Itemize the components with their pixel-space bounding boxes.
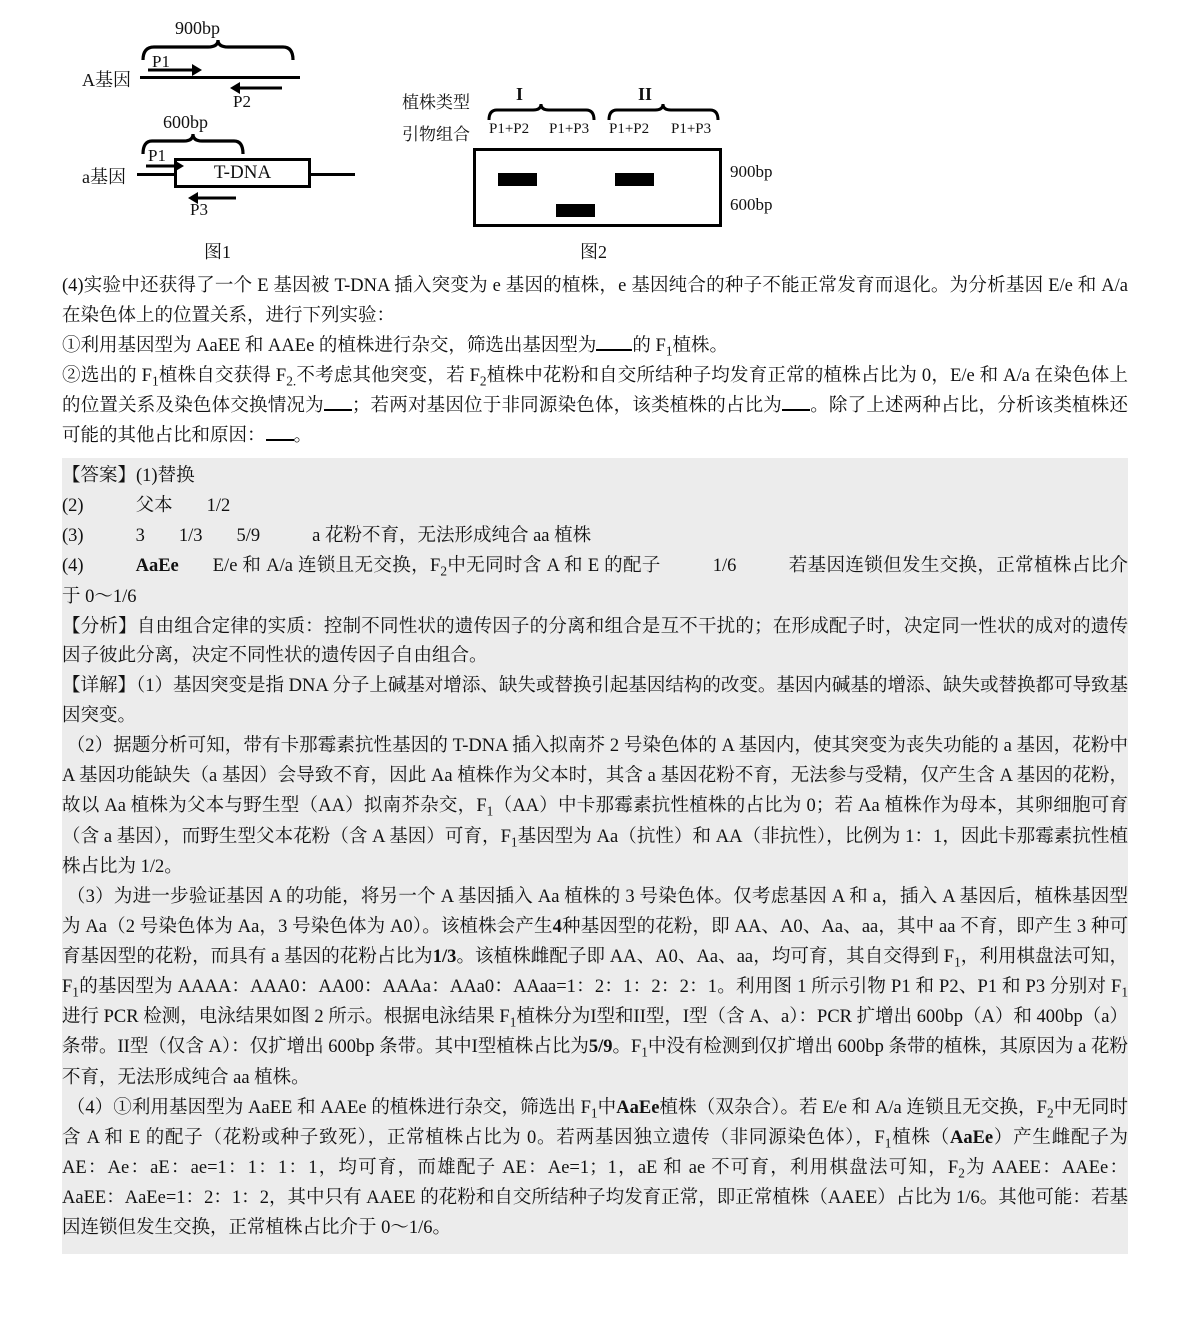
answer-3-num: (3): [62, 526, 84, 547]
explanation-p3-m5: 进行 PCR 检测，电泳结果如图 2 所示。根据电泳结果 F: [62, 1007, 510, 1028]
explanation-p2-mid: （AA）中卡那霉素抗性植株的占比为 0；若 Aa 植株作为母本，其卵细胞可育（含 a 基因），而野生型父本花粉（含 A 基因）可育，F: [62, 796, 1128, 847]
explanation-p3-bold-2: 1/3: [432, 946, 457, 967]
analysis-text: 自由组合定律的实质：控制不同性状的遗传因子的分离和组合是互不干扰的；在形成配子时，决定同一性状的成对的遗传因子彼此分离，决定不同性状的遗传因子自由组合。: [62, 616, 1128, 667]
question-sub1-after-pre: 的 F: [632, 335, 666, 356]
explanation-p3-pre: （3）为进一步验证基因 A 的功能，将另一个 A 基因插入 Aa 植株的 3 号染色体。仅考虑基因 A 和 a，插入 A 基因后，植株基因型为 Aa（2 号染色体为 Aa，3 号染色体为 A0）。该植株会产生: [62, 886, 1128, 937]
question-text-block: [0, 272, 1190, 452]
answer-4-value-4: 若基因连锁但发生交换，正常植株占比介于 0～1/6: [62, 556, 1128, 607]
q-s2-post: 不考虑其他突变，若 F: [296, 366, 480, 387]
question-line-1: (4)实验中还获得了一个 E 基因被 T-DNA 插入突变为 e 基因的植株，e 基因纯合的种子不能正常发育而退化。为分析基因 E/e 和 A/a 在染色体上的位置关系，进行下列实验：: [62, 276, 1128, 326]
fig2-brace-group-II: [606, 104, 726, 122]
fig2-plant-type-II: II: [638, 84, 653, 104]
answer-line-2: [62, 492, 1128, 522]
answer-2-num: (2): [62, 496, 84, 517]
fig1-primer-P1-lower-label: P1: [148, 146, 166, 165]
question-sub1-after: 植株。: [672, 335, 729, 356]
question-blank-3[interactable]: [782, 409, 810, 411]
q-s2-d: 除了上述两种占比，分析该类植株还可能的其他占比和原因：: [62, 396, 1128, 447]
fig1-gene-A-label: A基因: [82, 70, 131, 90]
q-s2-pre: ②选出的 F: [62, 366, 152, 387]
fig2-row-label-primer-combo: 引物组合: [402, 125, 470, 144]
fig2-band-I-900bp: [498, 173, 537, 186]
answer-4-value-2-pre: E/e 和 A/a 连锁且无交换，F: [212, 556, 441, 577]
explanation-p4-sub4: 2: [958, 1165, 965, 1181]
explanation-p3-sub4: 1: [509, 1014, 517, 1030]
fig2-plant-type-I: I: [516, 84, 524, 104]
fig1-gene-a-label: a基因: [82, 167, 126, 187]
fig1-primer-P2-label: P2: [233, 92, 251, 111]
explanation-p2-pre: （2）据题分析可知，带有卡那霉素抗性基因的 T-DNA 插入拟南芥 2 号染色体的 A 基因内，使其突变为丧失功能的 a 基因，花粉中 A 基因功能缺失（a 基因）会导致不育，因此 Aa 植株作为父本时，其含 a 基因花粉不育，无法参与受精，仅产生含 A 基因的花粉，故以 Aa 植株为父本与野生型（AA）拟南芥杂交，F: [62, 736, 1128, 817]
explanation-paragraph-3: [62, 883, 1128, 1094]
question-blank-2[interactable]: [324, 409, 352, 411]
q-s2-sub1: 1: [151, 373, 159, 389]
explanation-p3-m3: ，利用棋盘法可知，F: [62, 946, 1128, 997]
explanation-paragraph-2: [62, 732, 1128, 882]
fig1-primer-P1-upper-label: P1: [152, 52, 170, 71]
answer-header: 【答案】: [62, 466, 137, 487]
answer-3-value-2: 1/3: [178, 526, 203, 547]
answer-4-value-1: AaEe: [135, 556, 179, 577]
answer-line-1: [62, 462, 1128, 492]
figure-1: [0, 0, 400, 272]
question-blank-4[interactable]: [266, 439, 294, 441]
explanation-paragraph-1: [62, 672, 1128, 732]
question-sub-2: [62, 362, 1128, 452]
figures-area: [0, 0, 1190, 272]
explanation-p4-m2: 植株（双杂合）。若 E/e 和 A/a 连锁且无交换，F: [659, 1097, 1047, 1118]
explanation-p3-sub2: 1: [72, 984, 79, 1000]
answer-1-num: (1): [136, 466, 158, 487]
fig2-brace-group-I: [486, 104, 602, 122]
explanation-p3-m1: 种基因型的花粉，即 AA、A0、Aa、aa，其中 aa 不育，即产生 3 种可育基因型的花粉，而具有 a 基因的花粉占比为: [62, 916, 1128, 967]
answer-3-value-1: 3: [135, 526, 145, 547]
fig1-caption: 图1: [204, 242, 231, 262]
answer-line-3: [62, 522, 1128, 552]
explanation-p3-sub5: 1: [641, 1045, 648, 1061]
explanation-p3-m8: 中没有检测到仅扩增出 600bp 条带的植株，其原因为 a 花粉不育，无法形成纯合 aa 植株。: [62, 1037, 1128, 1088]
answer-3-value-3: 5/9: [236, 526, 261, 547]
fig2-marker-600bp: 600bp: [730, 195, 773, 214]
q-s2-b: ；若两对基因位于非同源染色体，该类植株的占比为: [351, 396, 783, 417]
explanation-p4-m4: 植株（: [891, 1127, 950, 1148]
answer-1-text: 替换: [157, 466, 195, 487]
answer-4-value-2-post: 中无同时含 A 和 E 的配子: [446, 556, 661, 577]
question-sub1-subscript: 1: [665, 343, 673, 359]
explanation-p4-sub3: 1: [884, 1135, 892, 1151]
answer-explanation-block: [62, 458, 1128, 1254]
fig2-gel-box: [473, 148, 722, 227]
fig2-caption: 图2: [580, 242, 607, 262]
fig2-primer-combo-2: P1+P3: [549, 121, 590, 137]
answer-3-value-4: a 花粉不育，无法形成纯合 aa 植株: [312, 526, 592, 547]
explanation-p1: （1）基因突变是指 DNA 分子上碱基对增添、缺失或替换引起基因结构的改变。基因内碱基的增添、缺失或替换都可导致基因突变。: [62, 676, 1128, 727]
explanation-paragraph-4: [62, 1094, 1128, 1245]
explanation-p4-m3: 中无同时含 A 和 E 的配子（花粉或种子致死），正常植株占比为 0。若两基因独立遗传（非同源染色体），F: [62, 1097, 1128, 1148]
q-s2-c: 。: [810, 396, 829, 417]
answer-4-value-3: 1/6: [712, 556, 737, 577]
answer-4-num: (4): [62, 556, 84, 577]
explanation-p3-bold-1: 4: [552, 916, 562, 937]
answer-4-value-2-sub: 2: [440, 563, 447, 579]
explanation-p3-m4: 的基因型为 AAAA：AAA0：AA00：AAAa：AAa0：AAaa=1：2：1：2：2：1。利用图 1 所示引物 P1 和 P2、P1 和 P3 分别对 F: [78, 976, 1122, 997]
explanation-p4-m1: 中: [597, 1097, 617, 1118]
fig1-tdna-box: T-DNA: [174, 158, 311, 188]
fig1-primer-P1-upper-arrow: [148, 62, 204, 78]
explanation-p2-post: 基因型为 Aa（抗性）和 AA（非抗性），比例为 1：1，因此卡那霉素抗性植株占比为 1/2。: [62, 826, 1128, 877]
analysis-header: 【分析】: [62, 616, 137, 637]
fig2-primer-combo-4: P1+P3: [671, 121, 712, 137]
fig2-band-II-900bp: [615, 173, 654, 186]
figure-2: [390, 0, 810, 272]
explanation-p3-bold-3: 5/9: [588, 1037, 613, 1058]
explanation-p3-m6: 植株分为I型和II型，I型（含 A、a）：PCR 扩增出 600bp（A）和 400bp（a）条带。II型（仅含 A）：仅扩增出 600bp 条带。其中I型植株占比为: [62, 1007, 1128, 1058]
explanation-p2-sub1: 1: [486, 804, 494, 819]
q-s2-mid: 植株自交获得 F: [158, 366, 287, 387]
explanation-p3-sub1: 1: [954, 954, 961, 970]
explanation-p4-pre: （4）①利用基因型为 AaEE 和 AAEe 的植株进行杂交，筛选出 F: [66, 1097, 591, 1118]
question-blank-1[interactable]: [596, 349, 632, 351]
fig2-primer-combo-1: P1+P2: [489, 121, 530, 137]
answer-2-value-2: 1/2: [206, 496, 231, 517]
explanation-p4-sub2: 2: [1046, 1105, 1054, 1121]
analysis-paragraph: [62, 613, 1128, 673]
explanation-p4-sub1: 1: [590, 1105, 598, 1121]
fig2-primer-combo-3: P1+P2: [609, 121, 650, 137]
question-sub-1: [62, 332, 1128, 362]
fig1-primer-P3-label: P3: [190, 200, 208, 219]
explanation-p3-m2: 。该植株雌配子即 AA、A0、Aa、aa，均可育，其自交得到 F: [456, 946, 955, 967]
fig2-band-I-600bp: [556, 204, 595, 217]
fig1-primer-P1-lower-arrow: [146, 158, 188, 174]
explanation-p4-bold-1: AaEe: [616, 1097, 660, 1118]
explanation-p3-m7: 。F: [612, 1037, 642, 1058]
explanation-p3-sub3: 1: [1121, 984, 1128, 1000]
q-s2-post2: 植株中花粉和自交所结种子均发育正常的植株占比为 0，E/e 和 A/a 在染色体上的位置关系及染色体交换情况为: [62, 366, 1128, 417]
explanation-header: 【详解】: [62, 676, 137, 697]
q-s2-sub3: 2: [479, 373, 487, 389]
fig1-600bp-label: 600bp: [163, 112, 208, 132]
explanation-p4-bold-2: AaEe: [949, 1127, 994, 1148]
explanation-p4-m6: 为 AAEE：AAEe：AaEE：AaEe=1：2：1：2，其中只有 AAEE 的花粉和自交所结种子均发育正常，即正常植株（AAEE）占比为 1/6。其他可能：若基因连锁但发生交换，正常植株占比介于 0～1/6。: [62, 1158, 1128, 1239]
q-s2-sub2: 2.: [286, 373, 297, 389]
fig2-marker-900bp: 900bp: [730, 162, 773, 181]
fig2-row-label-plant-type: 植株类型: [402, 93, 470, 112]
answer-line-4: [62, 552, 1128, 612]
q-s2-e: 。: [293, 426, 313, 447]
question-sub1-before: ①利用基因型为 AaEE 和 AAEe 的植株进行杂交，筛选出基因型为: [62, 335, 597, 356]
fig1-gene-a-line-right: [310, 173, 355, 176]
fig1-900bp-label: 900bp: [175, 18, 220, 38]
explanation-p2-sub2: 1: [510, 834, 518, 850]
answer-2-value-1: 父本: [135, 496, 173, 517]
explanation-p4-m5: ）产生雌配子为 AE：Ae：aE：ae=1：1：1：1，均可育，而雄配子 AE：Ae=1；1，aE 和 ae 不可育，利用棋盘法可知，F: [62, 1127, 1128, 1179]
